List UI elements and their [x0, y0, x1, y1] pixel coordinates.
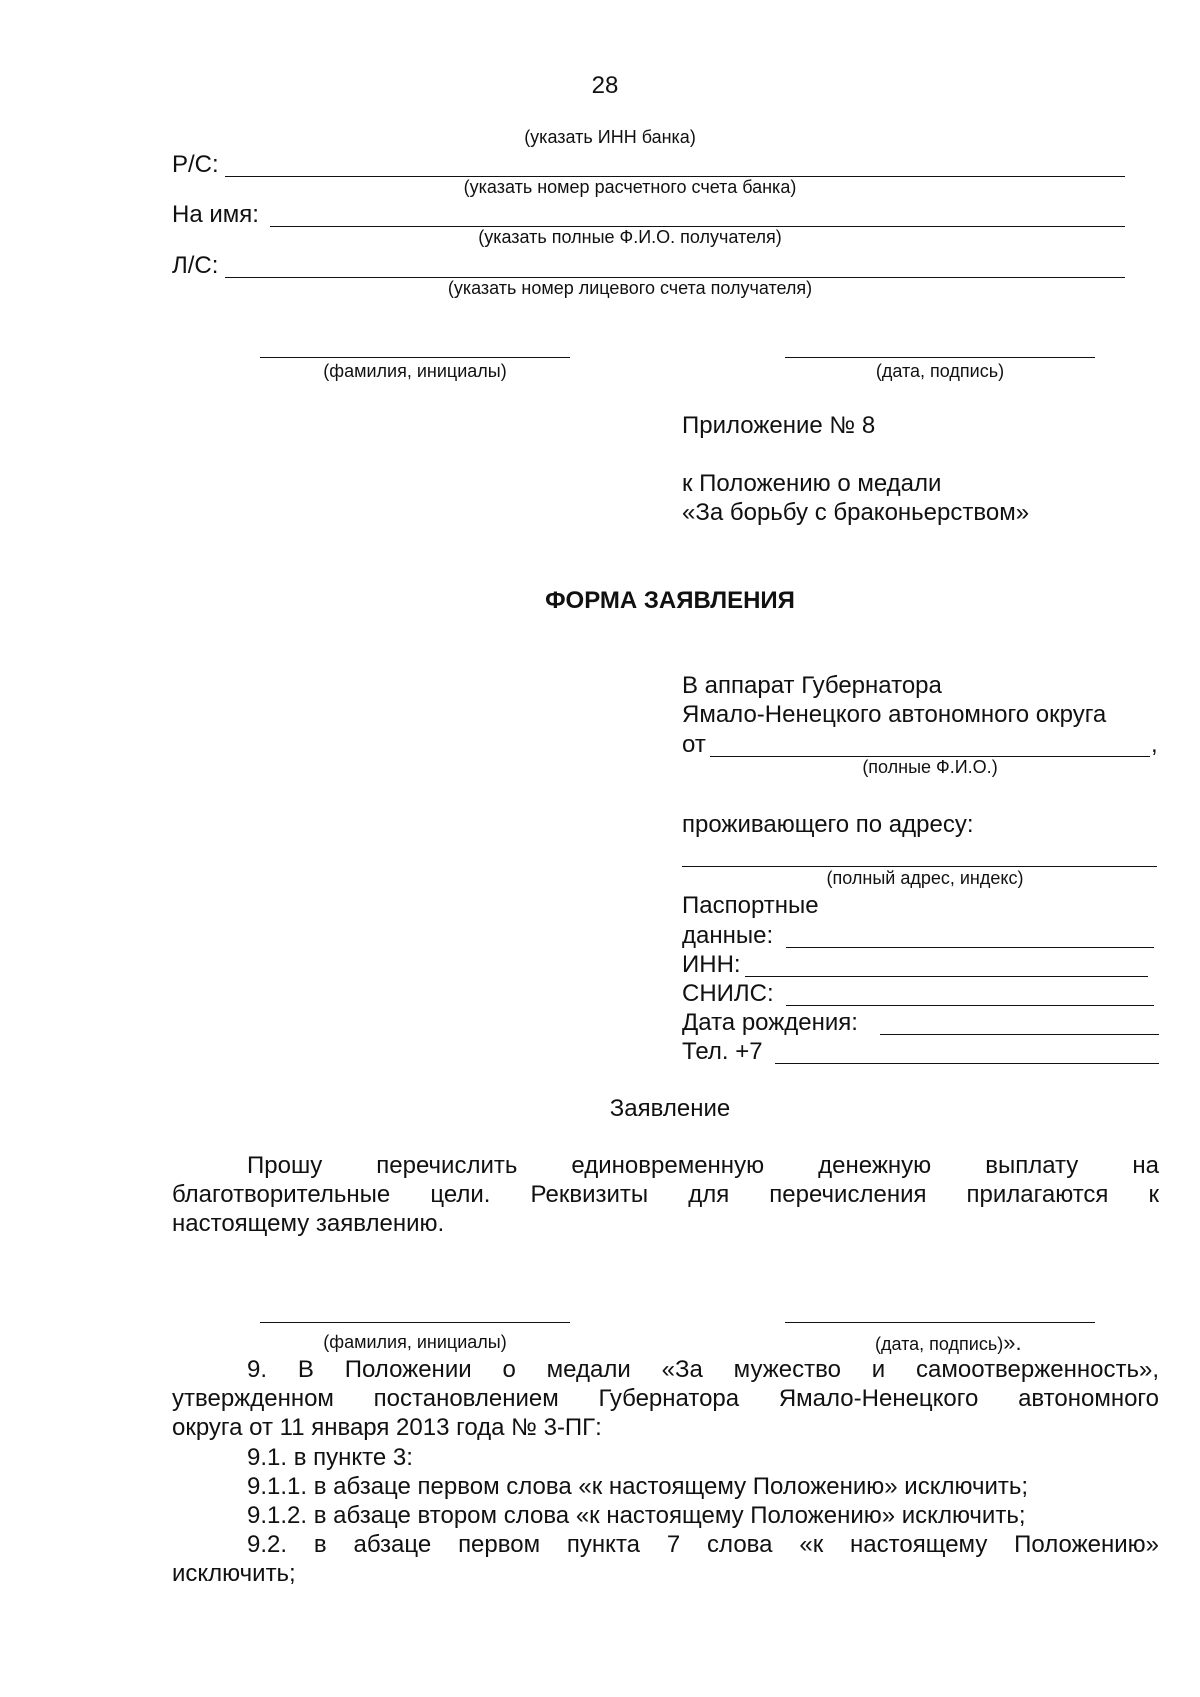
page-number: 28	[591, 72, 619, 99]
amend-9-2-line-1: 9.2. в абзаце первом пункта 7 слова «к настоящему Положению»	[247, 1531, 1159, 1558]
phone-label: Тел. +7	[682, 1038, 763, 1065]
amend-9-1-2: 9.1.2. в абзаце втором слова «к настоящему Положению» исключить;	[247, 1502, 1026, 1529]
sign-bottom-right-caption-text: (дата, подпись)	[875, 1334, 1004, 1354]
snils-line	[786, 1005, 1154, 1006]
statement-line-2: благотворительные цели. Реквизиты для перечисления прилагаются к	[172, 1181, 1159, 1208]
sign-bottom-right-line	[785, 1322, 1095, 1323]
ls-caption: (указать номер лицевого счета получателя)	[447, 278, 813, 298]
rs-label: Р/С:	[172, 151, 219, 178]
sign-top-left-line	[260, 357, 570, 358]
sign-top-right-caption: (дата, подпись)	[875, 361, 1005, 381]
addressee-line-1: В аппарат Губернатора	[682, 672, 942, 699]
sign-top-right-line	[785, 357, 1095, 358]
name-caption: (указать полные Ф.И.О. получателя)	[478, 227, 782, 247]
form-title: ФОРМА ЗАЯВЛЕНИЯ	[545, 587, 795, 614]
ls-label: Л/С:	[172, 252, 219, 279]
sign-bottom-left-line	[260, 1322, 570, 1323]
birth-line	[880, 1034, 1159, 1035]
address-label: проживающего по адресу:	[682, 811, 974, 838]
appendix-line-1: к Положению о медали	[682, 470, 942, 497]
amend-9-2-line-2: исключить;	[172, 1560, 296, 1587]
passport-line	[786, 947, 1154, 948]
statement-heading: Заявление	[609, 1095, 731, 1122]
statement-line-3: настоящему заявлению.	[172, 1210, 445, 1237]
inn-label: ИНН:	[682, 951, 741, 978]
amend-9-1-1: 9.1.1. в абзаце первом слова «к настоящему Положению» исключить;	[247, 1473, 1029, 1500]
snils-label: СНИЛС:	[682, 980, 774, 1007]
rs-caption: (указать номер расчетного счета банка)	[463, 177, 797, 197]
sign-top-left-caption: (фамилия, инициалы)	[323, 361, 507, 381]
addressee-line-2: Ямало-Ненецкого автономного округа	[682, 701, 1107, 728]
appendix-line-2: «За борьбу с браконьерством»	[682, 499, 1030, 526]
sign-bottom-left-caption: (фамилия, инициалы)	[323, 1332, 507, 1352]
inn-caption: (указать ИНН банка)	[524, 127, 696, 147]
appendix-title: Приложение № 8	[682, 412, 876, 439]
amend-9-1: 9.1. в пункте 3:	[247, 1444, 413, 1471]
passport-label-2: данные:	[682, 922, 774, 949]
amend-9-line-2: утвержденном постановлением Губернатора Ямало-Ненецкого автономного	[172, 1385, 1159, 1412]
from-comma: ,	[1151, 731, 1158, 758]
sign-bottom-right-suffix: ».	[1003, 1330, 1022, 1355]
amend-9-line-1: 9. В Положении о медали «За мужество и самоотверженность»,	[247, 1356, 1159, 1383]
fio-caption: (полные Ф.И.О.)	[862, 757, 998, 777]
amend-9-line-3: округа от 11 января 2013 года № 3-ПГ:	[172, 1414, 602, 1441]
sign-bottom-right-caption	[875, 1332, 1022, 1355]
birth-label: Дата рождения:	[682, 1009, 858, 1036]
name-label: На имя:	[172, 201, 259, 228]
from-label: от	[682, 731, 706, 758]
passport-label-1: Паспортные	[682, 892, 819, 919]
phone-line	[775, 1063, 1159, 1064]
statement-line-1: Прошу перечислить единовременную денежную выплату на	[247, 1152, 1159, 1179]
address-line	[682, 866, 1157, 867]
address-caption: (полный адрес, индекс)	[826, 868, 1024, 888]
inn-line	[745, 976, 1148, 977]
